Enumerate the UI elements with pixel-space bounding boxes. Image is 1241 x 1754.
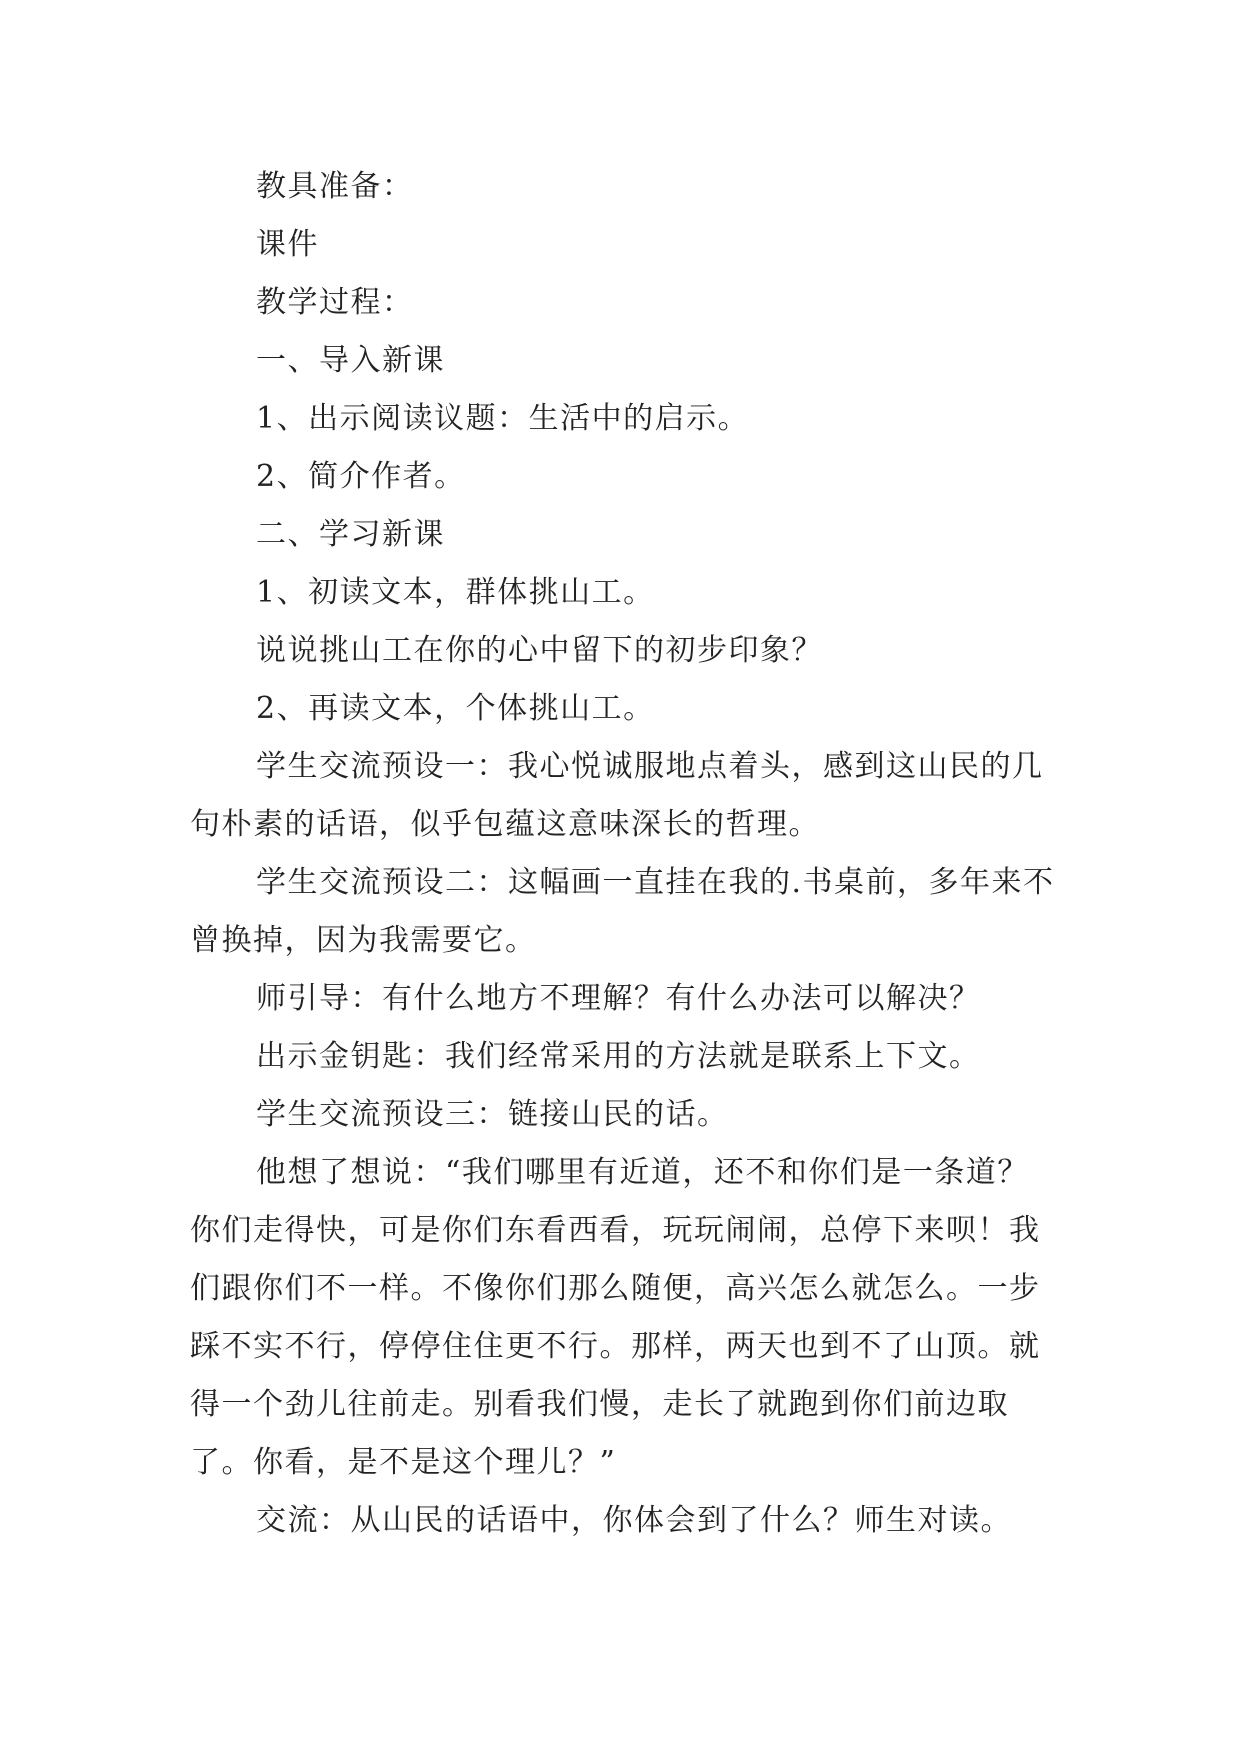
paragraph: 说说挑山工在你的心中留下的初步印象？ bbox=[256, 633, 823, 668]
paragraph: 1、出示阅读议题：生活中的启示。 bbox=[256, 401, 750, 436]
paragraph: 1、初读文本，群体挑山工。 bbox=[256, 575, 655, 610]
section-heading: 一、导入新课 bbox=[256, 343, 445, 378]
paragraph: 学生交流预设一：我心悦诚服地点着头，感到这山民的几句朴素的话语，似乎包蕴这意味深长的哲理。 bbox=[190, 749, 1044, 842]
paragraph: 师引导：有什么地方不理解？有什么办法可以解决？ bbox=[256, 981, 981, 1016]
paragraph: 2、再读文本，个体挑山工。 bbox=[256, 691, 655, 726]
paragraph: 2、简介作者。 bbox=[256, 459, 466, 494]
document-body bbox=[190, 158, 1060, 1550]
paragraph: 教学过程： bbox=[256, 285, 414, 320]
paragraph: 教具准备： bbox=[256, 169, 414, 204]
paragraph: 学生交流预设二：这幅画一直挂在我的.书桌前，多年来不曾换掉，因为我需要它。 bbox=[190, 865, 1055, 958]
section-heading: 二、学习新课 bbox=[256, 517, 445, 552]
paragraph: 出示金钥匙：我们经常采用的方法就是联系上下文。 bbox=[256, 1039, 981, 1074]
paragraph: 交流：从山民的话语中，你体会到了什么？师生对读。 bbox=[256, 1503, 1012, 1538]
paragraph: 课件 bbox=[256, 227, 319, 262]
paragraph: 他想了想说：“我们哪里有近道，还不和你们是一条道？你们走得快，可是你们东看西看，玩玩闹闹，总停下来呗！我们跟你们不一样。不像你们那么随便，高兴怎么就怎么。一步踩不实不行，停停住住更不行。那样，两天也到不了山顶。就得一个劲儿往前走。别看我们慢，走长了就跑到你们前边取了。你看，是不是这个理儿？” bbox=[190, 1155, 1041, 1480]
paragraph: 学生交流预设三：链接山民的话。 bbox=[256, 1097, 729, 1132]
